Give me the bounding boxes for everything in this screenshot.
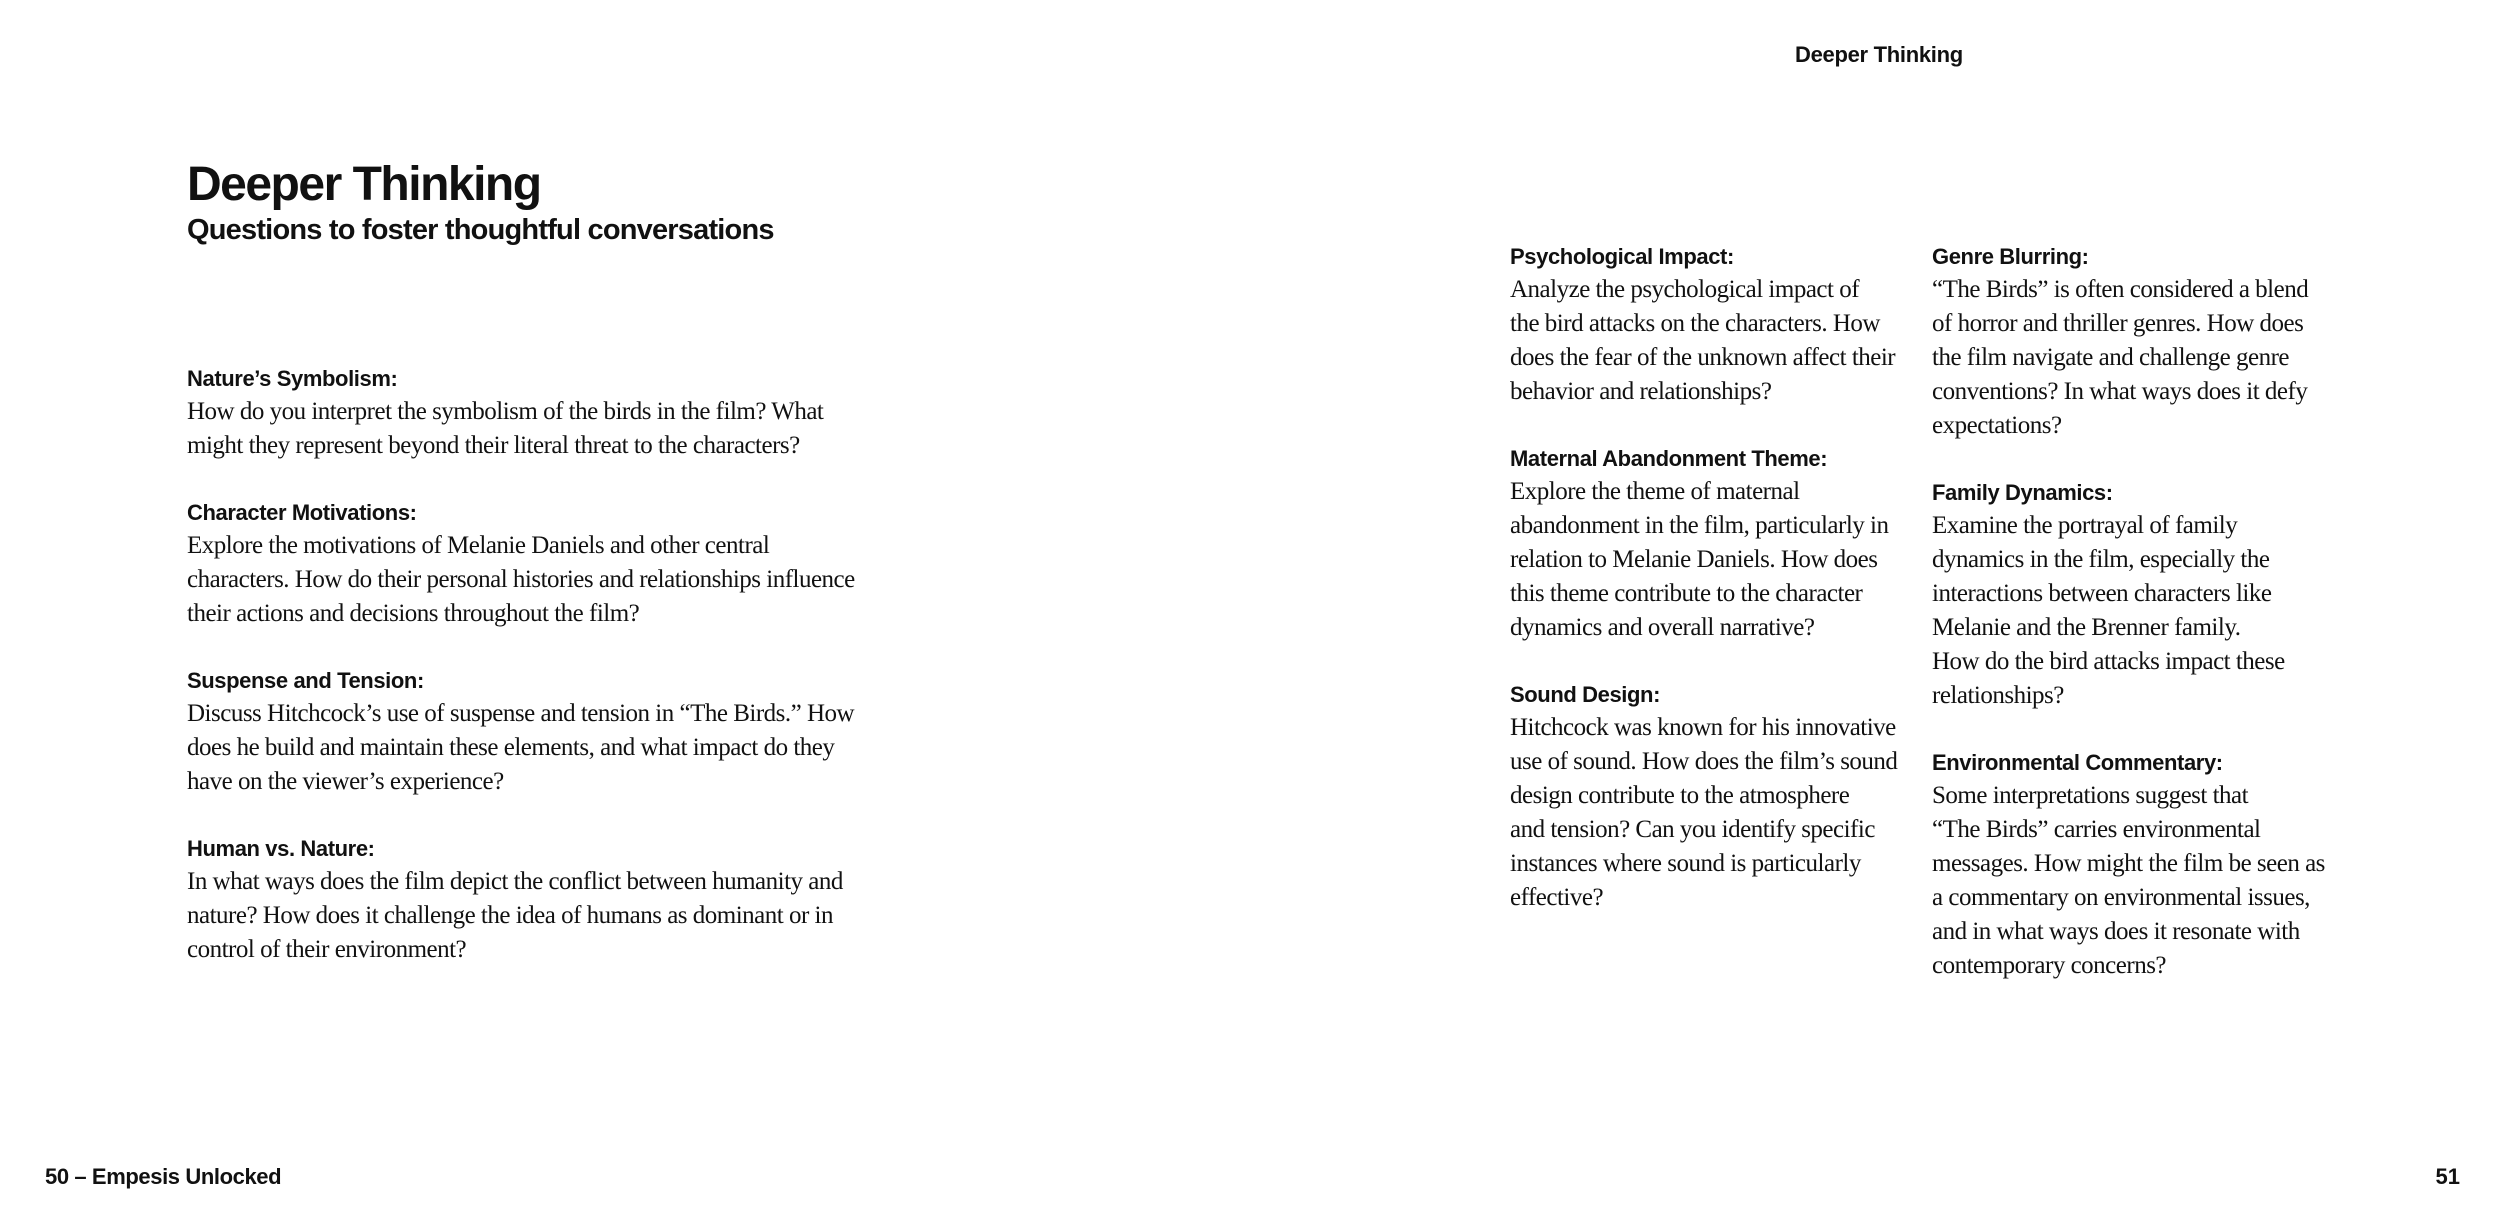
question-text: “The Birds” is often considered a blend of horror and thriller genres. How does the film navigate and challenge genre conventions? In what ways does it defy expectations? [1932,276,2309,439]
question-block [1510,445,1905,645]
question-block [187,835,887,967]
question-block [187,365,887,463]
question-heading: Human vs. Nature: [187,836,375,861]
question-text: Explore the motivations of Melanie Daniels and other central characters. How do their personal histories and relationships influence their actions and decisions throughout the film? [187,532,855,627]
question-block [187,499,887,631]
question-text: Discuss Hitchcock’s use of suspense and tension in “The Birds.” How does he build and maintain these elements, and what impact do they have on the viewer’s experience? [187,700,855,795]
page-title: Deeper Thinking [187,158,541,211]
question-heading: Suspense and Tension: [187,668,424,693]
question-block [1932,243,2327,443]
question-block [1510,681,1905,915]
question-block [1932,749,2327,983]
question-heading: Psychological Impact: [1510,244,1734,269]
question-text: Examine the portrayal of family dynamics in the film, especially the interactions between characters like Melanie and the Brenner family. How do the bird attacks impact these relationships? [1932,512,2285,709]
question-text: Explore the theme of maternal abandonment in the film, particularly in relation to Melanie Daniels. How does this theme contribute to the character dynamics and overall narrative? [1510,478,1889,641]
question-heading: Character Motivations: [187,500,417,525]
page-subtitle: Questions to foster thoughtful conversations [187,214,774,246]
question-text: Hitchcock was known for his innovative use of sound. How does the film’s sound design contribute to the atmosphere and tension? Can you identify specific instances where sound is particularly effective? [1510,714,1898,911]
question-text: How do you interpret the symbolism of the birds in the film? What might they represent beyond their literal threat to the characters? [187,398,824,459]
left-question-column [187,365,887,1003]
question-text: Analyze the psychological impact of the bird attacks on the characters. How does the fear of the unknown affect their behavior and relationships? [1510,276,1896,405]
question-text: In what ways does the film depict the conflict between humanity and nature? How does it challenge the idea of humans as dominant or in control of their environment? [187,868,843,963]
question-heading: Environmental Commentary: [1932,750,2223,775]
running-header: Deeper Thinking [1795,42,1963,67]
question-heading: Family Dynamics: [1932,480,2113,505]
question-heading: Genre Blurring: [1932,244,2089,269]
right-question-column [1932,243,2327,1019]
question-text: Some interpretations suggest that “The Birds” carries environmental messages. How might the film be seen as a commentary on environmental issues, and in what ways does it resonate with contemporary concerns? [1932,782,2325,979]
question-heading: Maternal Abandonment Theme: [1510,446,1828,471]
question-block [187,667,887,799]
question-block [1932,479,2327,713]
question-heading: Sound Design: [1510,682,1661,707]
question-block [1510,243,1905,409]
footer-page-label-left: 50 – Empesis Unlocked [45,1164,282,1189]
middle-question-column [1510,243,1905,951]
question-heading: Nature’s Symbolism: [187,366,398,391]
footer-page-number-right: 51 [2435,1164,2460,1189]
